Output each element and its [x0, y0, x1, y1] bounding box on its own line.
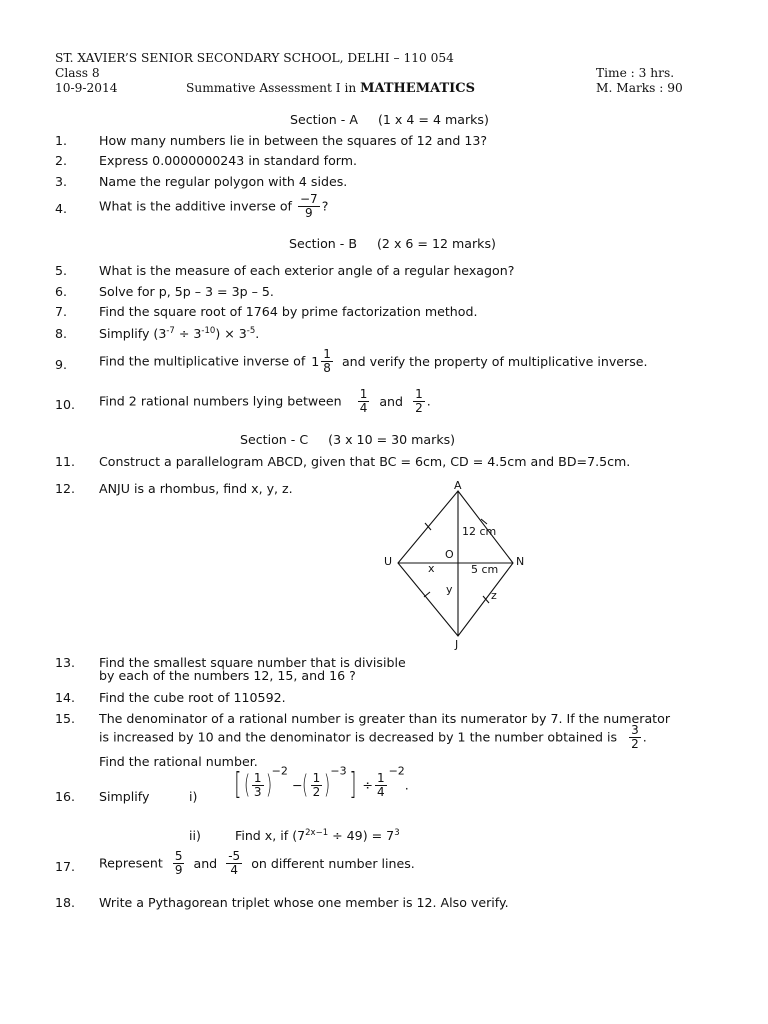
q16-dot: . [404, 777, 409, 793]
q4-denominator: 9 [305, 205, 313, 220]
q16-ii-text [235, 828, 400, 843]
q17-line [99, 850, 415, 876]
q6-number: 6. [55, 284, 68, 299]
q8-number: 8. [55, 326, 68, 341]
q17-denominator-1: 9 [174, 862, 183, 877]
q16-frac2-den: 2 [312, 784, 321, 799]
rhombus-figure [370, 476, 540, 652]
class-label: Class 8 [55, 66, 100, 80]
label-x: x [428, 562, 435, 575]
q16-frac1-num: 1 [253, 770, 262, 785]
q17-and: and [193, 855, 218, 871]
q15-denominator: 2 [631, 736, 639, 751]
left-paren-2: ( [302, 770, 309, 800]
q16-text: Simplify [99, 789, 150, 804]
q16-ii-exp1: 2x−1 [305, 828, 329, 838]
q16-expression-1 [232, 764, 409, 802]
q14-number: 14. [55, 690, 76, 705]
q16-ii-exp2: 3 [394, 828, 400, 838]
q10-fraction-2 [413, 388, 425, 414]
q4-end: ? [321, 198, 329, 214]
left-bracket: [ [234, 767, 242, 802]
q16-fraction-2 [311, 772, 323, 798]
section-a-heading [290, 112, 489, 127]
q5-text: What is the measure of each exterior angle of a regular hexagon? [99, 263, 515, 278]
vertex-j: J [455, 638, 459, 651]
vertex-n: N [516, 555, 525, 568]
q8-t3: ) × 3 [215, 326, 247, 341]
q15-number: 15. [55, 711, 76, 726]
q16-ii-s1: Find x, if (7 [235, 828, 306, 843]
q16-fraction-1 [252, 772, 264, 798]
q11-number: 11. [55, 454, 76, 469]
q7-number: 7. [55, 304, 68, 319]
q12-number: 12. [55, 481, 76, 496]
q4-fraction [298, 193, 320, 219]
q18-text: Write a Pythagorean triplet whose one member is 12. Also verify. [99, 895, 509, 910]
q17-text: Represent [99, 855, 163, 871]
q10-numerator-1: 1 [359, 387, 368, 401]
q15-line-1: The denominator of a rational number is greater than its numerator by 7. If the numerator [99, 711, 670, 726]
q16-part-ii: ii) [189, 828, 201, 843]
vertex-a: A [454, 479, 462, 492]
q17-fraction-2 [226, 850, 242, 876]
q13-number: 13. [55, 655, 76, 670]
label-5cm: 5 cm [471, 563, 499, 576]
label-12cm: 12 cm [462, 525, 497, 538]
q16-exp-3: −2 [388, 764, 405, 778]
q8-t1: Simplify (3 [99, 326, 167, 341]
q16-number: 16. [55, 789, 76, 804]
q16-fraction-3 [375, 772, 387, 798]
right-bracket: ] [348, 767, 357, 802]
max-marks: M. Marks : 90 [596, 81, 683, 95]
q10-end: . [426, 393, 431, 409]
q16-divide: ÷ [362, 777, 373, 793]
q10-line [99, 388, 431, 414]
q2-text: Express 0.0000000243 in standard form. [99, 153, 358, 168]
section-a-marks: (1 x 4 = 4 marks) [378, 112, 489, 127]
q8-t2: ÷ 3 [174, 326, 202, 341]
q16-frac2-num: 1 [312, 770, 321, 785]
q9-whole: 1 [311, 353, 320, 369]
label-z: z [491, 589, 497, 602]
q5-number: 5. [55, 263, 68, 278]
q8-exp1: -7 [166, 326, 175, 336]
q4-number: 4. [55, 201, 68, 216]
q4-text: What is the additive inverse of [99, 198, 292, 214]
q10-and: and [379, 393, 404, 409]
q8-exp2: -10 [201, 326, 216, 336]
q17-denominator-2: 4 [230, 862, 238, 877]
q3-text: Name the regular polygon with 4 sides. [99, 174, 348, 189]
section-b-marks: (2 x 6 = 12 marks) [377, 236, 496, 251]
q9-denominator: 8 [323, 360, 331, 375]
q11-text: Construct a parallelogram ABCD, given that BC = 6cm, CD = 4.5cm and BD=7.5cm. [99, 454, 631, 469]
q15-numerator: 3 [631, 723, 639, 737]
right-paren-1: ) [265, 770, 272, 800]
q9-number: 9. [55, 357, 68, 372]
q10-fraction-1 [358, 388, 370, 414]
q17-numerator-1: 5 [174, 849, 183, 863]
section-c-name: Section - C [240, 432, 309, 447]
vertex-u: U [384, 555, 393, 568]
section-a-name: Section - A [290, 112, 358, 127]
exam-date: 10-9-2014 [55, 81, 118, 95]
tick-uj [424, 592, 430, 597]
q10-text: Find 2 rational numbers lying between [99, 393, 342, 409]
school-name: ST. XAVIER’S SENIOR SECONDARY SCHOOL, DELHI – 110 054 [55, 51, 454, 65]
q4-numerator: −7 [300, 192, 318, 206]
center-o: O [445, 548, 454, 561]
q16-minus: − [291, 777, 303, 793]
q8-text [99, 326, 259, 341]
time-label: Time : 3 hrs. [596, 66, 675, 80]
section-c-marks: (3 x 10 = 30 marks) [328, 432, 456, 447]
q17-number: 17. [55, 859, 76, 874]
q4-line [99, 193, 328, 219]
q17-end: on different number lines. [251, 855, 415, 871]
q15-line-3: Find the rational number. [99, 754, 258, 769]
q15-line-2 [99, 724, 647, 750]
q1-text: How many numbers lie in between the squares of 12 and 13? [99, 133, 488, 148]
q10-denominator-2: 2 [415, 400, 423, 415]
q16-frac3-den: 4 [376, 784, 385, 799]
q9-fraction [321, 348, 333, 374]
q16-frac1-den: 3 [253, 784, 262, 799]
q10-number: 10. [55, 397, 76, 412]
q16-ii-s2: ÷ 49) = 7 [328, 828, 395, 843]
q7-text: Find the square root of 1764 by prime factorization method. [99, 304, 478, 319]
q8-exp3: -5 [246, 326, 256, 336]
section-c-heading [240, 432, 455, 447]
q13-line-1: Find the smallest square number that is divisible [99, 655, 406, 670]
section-b-name: Section - B [289, 236, 357, 251]
q9-end: and verify the property of multiplicative inverse. [341, 353, 648, 369]
q17-numerator-2: -5 [228, 849, 241, 863]
assessment-text: Summative Assessment I in [186, 81, 357, 95]
q10-denominator-1: 4 [359, 400, 368, 415]
q6-text: Solve for p, 5p – 3 = 3p – 5. [99, 284, 274, 299]
q13-line-2: by each of the numbers 12, 15, and 16 ? [99, 668, 356, 683]
q16-part-i: i) [189, 789, 198, 804]
q15-end: . [642, 729, 647, 745]
q17-fraction-1 [173, 850, 185, 876]
q15-text-2: is increased by 10 and the denominator is decreased by 1 the number obtained is [99, 729, 618, 745]
q9-text: Find the multiplicative inverse of [99, 353, 306, 369]
q9-line [99, 348, 648, 374]
q15-fraction [629, 724, 641, 750]
q1-number: 1. [55, 133, 68, 148]
q16-frac3-num: 1 [376, 770, 385, 785]
right-paren-2: ) [324, 770, 331, 800]
label-y: y [446, 583, 453, 596]
q12-text: ANJU is a rhombus, find x, y, z. [99, 481, 293, 496]
left-paren-1: ( [243, 770, 250, 800]
q18-number: 18. [55, 895, 76, 910]
q14-text: Find the cube root of 110592. [99, 690, 286, 705]
assessment-label [186, 81, 475, 96]
q10-numerator-2: 1 [415, 387, 423, 401]
q8-t4: . [255, 326, 260, 341]
q16-exp-2: −3 [330, 764, 347, 778]
q16-exp-1: −2 [271, 764, 288, 778]
section-b-heading [289, 236, 496, 251]
subject-title: MATHEMATICS [360, 81, 475, 96]
q3-number: 3. [55, 174, 68, 189]
q2-number: 2. [55, 153, 68, 168]
q9-numerator: 1 [323, 347, 331, 361]
